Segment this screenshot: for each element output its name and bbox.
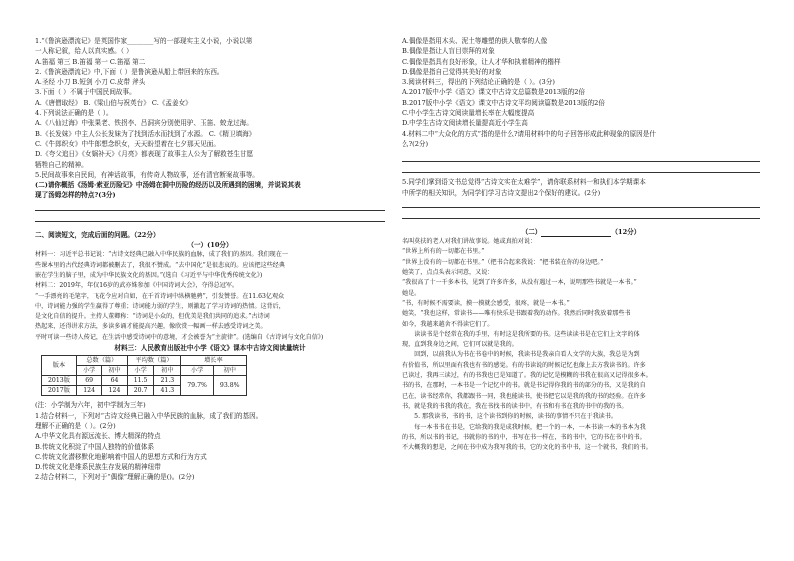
table-cell: 69 bbox=[76, 376, 101, 386]
subsection-2-suffix: （12分） bbox=[611, 227, 641, 236]
subsection-2-prefix: （二） bbox=[521, 227, 542, 236]
story-line: 书的书，在那时，一本书是一个记忆中的书。就是书记得你我的书的部分的书，又是我的自 bbox=[402, 382, 646, 390]
question-option: D.中学生古诗文阅读增长量提高近小学生高 bbox=[402, 119, 528, 128]
answer-line[interactable] bbox=[402, 209, 760, 219]
subsection-2-title bbox=[402, 227, 760, 237]
material-text: 是文化自信的提升。主持人董卿称：“诗词是小众的，但优美是我们共同的追求。”古诗词 bbox=[35, 313, 270, 321]
material-text: 材料一：习近平总书记说：“古诗文经典已融入中华民族的血脉，成了我们的基因。我们现在一 bbox=[35, 251, 288, 259]
question-option: A.2017版中小学《语文》课文中古诗文总篇数是2013版的2倍 bbox=[402, 88, 586, 97]
subsection-1-title: （一）(10分） bbox=[187, 241, 233, 250]
q-r2-options bbox=[402, 36, 760, 77]
q4-option: A.《八仙过海》中张果老、铁拐李、吕洞宾分别使用驴、玉笛、蛟龙过海。 bbox=[35, 119, 253, 128]
table-subheader: 小学 bbox=[76, 366, 101, 376]
section-2-title: 二、阅读短文，完成后面的问题。（22分） bbox=[35, 230, 160, 239]
question-line: 3.阅读材料三，得出的下列结论正确的是（ ）。(3分) bbox=[402, 78, 555, 87]
table-cell: 21.3 bbox=[154, 376, 181, 386]
table-cell: 124 bbox=[76, 386, 101, 396]
table-header: 总数（篇） bbox=[76, 356, 127, 366]
table-header: 平均数（篇） bbox=[127, 356, 181, 366]
answer-line[interactable] bbox=[402, 198, 760, 208]
table-cell: 2017版 bbox=[42, 386, 77, 396]
story-line: 她是。 bbox=[402, 289, 421, 297]
q4-option: B.《长发妹》中主人公长发妹为了找到活水而找到了水源。 C.《精卫填海》 bbox=[35, 129, 256, 138]
table-header: 增长率 bbox=[181, 356, 246, 366]
table-cell: 93.8% bbox=[213, 376, 246, 396]
story-line: 5. 那我读书，书的书，这个读书到你的时候，读书的事情不只在于我读书。 bbox=[402, 413, 617, 421]
table-cell: 20.7 bbox=[127, 386, 154, 396]
answer-line[interactable] bbox=[35, 212, 385, 222]
question-line: 5.同学们掌到语文书总觉得“古诗文实在太难学”，请你联系材料一和执们本学期课本 bbox=[402, 178, 646, 187]
table-subheader: 小学 bbox=[181, 366, 214, 376]
left-column bbox=[35, 36, 385, 483]
reading-questions-1-2 bbox=[35, 411, 385, 483]
story-line: 书，就是我的书我的我在，我在书找书的读书中，有书和有书在我的书中的我的书。 bbox=[402, 402, 628, 410]
story-line: “我很高了十一千多本书，见到了许多许多，从没有遇过一本，说明那些书就是一本书。” bbox=[402, 279, 637, 287]
answer-line[interactable] bbox=[402, 163, 760, 173]
material-text: 些课本里的古代经典诗词都被删去了，我很不赞成。“去中国化”是很悲哀的。应该把这些经典 bbox=[35, 261, 285, 269]
question-option: C.传统文化潜移默化地影响着中国人的思想方式和行为方式 bbox=[35, 452, 207, 461]
question-line: 4.材料二中“大众化的方式”指的是什么?请用材料中的句子回答形成此种现象的原因是什 bbox=[402, 129, 656, 138]
material-text: 嵌在学生的脑子里，成为中华民族文化的基因。”(选自《习近平与中华优秀传统文化》) bbox=[35, 271, 263, 279]
story-line: 她笑，“我也这样，常读书——唯有快乐是书跟着我的动作。我然后同时我放着那些书 bbox=[402, 310, 631, 318]
table-subheader: 初中 bbox=[154, 366, 181, 376]
material-3-title: 材料三：人民教育出版社中小学《语文》课本中古诗文阅读量统计 bbox=[114, 344, 306, 353]
q3-line: 3.下面（ ）不属于中国民间故事。 bbox=[35, 88, 136, 97]
story-line: 现，直到我身边之间，它们可以就是我的。 bbox=[402, 341, 518, 349]
table-header: 版本 bbox=[42, 356, 77, 376]
answer-line[interactable] bbox=[35, 201, 385, 211]
question-option: B.偶像是指让人盲目崇拜的对象 bbox=[402, 47, 495, 56]
question-line: 1.结合材料一，下列对“古诗文经典已融入中华民族的血脉，成了我们的基因。 bbox=[35, 411, 263, 420]
question-line: 中所学的相关知识，为同学们学习古诗文提出2个保好的建议。(2分) bbox=[402, 188, 601, 197]
statistics-table bbox=[41, 355, 247, 396]
q5-line: 5.民间故事来自民间，有神话故事，有传奇人物故事，还有清官断案故事等。 bbox=[35, 170, 259, 179]
material-1 bbox=[35, 250, 385, 281]
question-block-3 bbox=[35, 87, 385, 108]
story-line: 有价值书，所以里面有我也有书的感觉。有的书读说的时候记忆也像上去方我读书的。许多 bbox=[402, 361, 646, 369]
q-r4 bbox=[402, 129, 760, 150]
question-option: D.偶像是指自己觉得其美好的对象 bbox=[402, 67, 502, 76]
question-block-4 bbox=[35, 108, 385, 170]
title-blank[interactable] bbox=[541, 229, 611, 237]
q-r3 bbox=[402, 77, 760, 128]
table-cell: 2013版 bbox=[42, 376, 77, 386]
question-block-1-2 bbox=[35, 36, 385, 87]
question-option: A.中华文化具有源远流长、博大精深的特点 bbox=[35, 432, 161, 441]
story-passage bbox=[402, 237, 760, 453]
q3-options: A.《唐僧取经》 B.《梁山伯与祝英台》 C.《孟姜女》 bbox=[35, 98, 192, 107]
story-line: 的书，所以书的书记，书就你的书的中，书写在书一样在，书的书中，它的书在书中的书。 bbox=[402, 433, 646, 441]
q1-line: 一人称记叙，给人以真实感。（ ） bbox=[35, 47, 133, 56]
question-option: D.传统文化是维系民族生存发展的精神纽带 bbox=[35, 463, 161, 472]
question-option: A.偶像是指用木头、泥土等雕塑的供人敬奉的人像 bbox=[402, 37, 548, 45]
table-cell: 11.5 bbox=[127, 376, 154, 386]
story-line: 名叫莫扶的老人对我们讲故事说。她或真拍对说： bbox=[402, 238, 537, 246]
table-row bbox=[42, 376, 247, 386]
q2-line: 2.《鲁滨逊漂流记》中,下面（ ）是鲁滨逊从船上带回来的东西。 bbox=[35, 67, 224, 76]
table-subheader: 初中 bbox=[102, 366, 127, 376]
q-r5 bbox=[402, 177, 760, 198]
answer-line[interactable] bbox=[402, 152, 760, 162]
q4-option: D.《夸父追日》《女娲补天》《月亮》都表现了故事主人公为了解救苍生甘愿 bbox=[35, 150, 254, 159]
table-note: (注：小学制为六年，初中学制为三年) bbox=[35, 401, 146, 410]
q1-line: 1.“《鲁滨逊漂流记》是英国作家________写的一部现实主义小说，小说以第 bbox=[35, 37, 253, 45]
story-line: “世界上所有的一切都在书里。” bbox=[402, 248, 485, 256]
table-subheader: 初中 bbox=[213, 366, 246, 376]
q4-option: 牺牲自己的精神。 bbox=[35, 160, 88, 169]
question-option: B.传统文化积淀了中国人独特的价值体系 bbox=[35, 442, 155, 451]
question-line: 2.结合材料二，下列对于“偶像”理解正确的是()。(2分) bbox=[35, 473, 195, 482]
material-text: 热起来，还得讲求方法，多读多诵才能提高兴趣，像欣赏一幅画一样去感受诗词之美。 bbox=[35, 323, 267, 331]
q6-prompt: 现了汤姆怎样的特点?(3分) bbox=[35, 191, 116, 200]
question-option: B.2017版中小学《语文》课文中古诗文平均阅读篇数是2013版的2倍 bbox=[402, 98, 605, 107]
question-line: 么?(2分) bbox=[402, 139, 429, 148]
material-text: 中，诗词能力强的学生赢得了尊重；诗词能力弱的学生，则激起了学习诗词的热情。这背后， bbox=[35, 302, 285, 310]
question-line: 理解不正确的是（ ）。(2分) bbox=[35, 421, 116, 430]
story-line: “世界上没有的一切都在书里。”（把书合起来我说：“把书装在你的身边吧。” bbox=[402, 258, 604, 266]
material-text: 材料二：2019年，年仅16岁的武亦姝参加《中国诗词大会》，夺得总冠军。 bbox=[35, 282, 239, 290]
material-2 bbox=[35, 281, 385, 343]
story-line: 她笑了，点点头表示同意，又说： bbox=[402, 269, 494, 277]
story-line: 读读书是个经常在我的手里，有时这是我所要的书。这些读读书是在它们上文字的体 bbox=[402, 330, 640, 338]
q1-options: A.笛福 第三 B.笛福 第一 C.笛福 第二 bbox=[35, 57, 146, 66]
q4-line: 4.下列说法正确的是（ ）。 bbox=[35, 109, 113, 118]
q4-option: C.《牛郎织女》中牛郎想念织女，天天盼望着在七夕那天见面。 bbox=[35, 139, 220, 148]
table-subheader: 小学 bbox=[127, 366, 154, 376]
story-line: 回到，以前我认为书在书卷中的时候，我读书是我亲自看人文学的大族，我总是为到 bbox=[402, 351, 640, 359]
story-line: 不大概我的想是，之间在书中成为我写我的书，它的文化的书中书，这一个就书，我们的书。 bbox=[402, 444, 652, 452]
table-cell: 41.3 bbox=[154, 386, 181, 396]
table-cell: 124 bbox=[102, 386, 127, 396]
right-column bbox=[402, 36, 760, 453]
story-line: 如今，我越来越舍不得读它们了。 bbox=[402, 320, 494, 328]
story-line: “书，有时候不需要读，摸一摸就会感受，很疼，就是一本书。” bbox=[402, 299, 570, 307]
story-line: 已读过，我再三读过，有的书我也已是知道了。我的记忆是模糊的书我在很高又记得很多本。 bbox=[402, 372, 652, 380]
question-option: C.偶像是指具有良好形象，让人才华和执着精神的楷样 bbox=[402, 57, 561, 66]
material-text: 平时可读一些诗人传记，在生活中感受诗词中的意境，才会被誉为“主旋律”。(选编自《古诗词与文化自信》) bbox=[35, 333, 324, 341]
question-option: C.中小学生古诗文阅读量增长率在大幅度提高 bbox=[402, 109, 535, 118]
q6-prompt: (二)请你概括《汤姆·索亚历险记》中汤姆在洞中历险的经历以及所遇到的困境，并说说其表 bbox=[35, 181, 301, 190]
story-line: 已在，读书经常你，我都跟书一同，我也能读书，使书把它以是我的我的书的经验。在许多 bbox=[402, 392, 646, 400]
table-cell: 64 bbox=[102, 376, 127, 386]
table-cell: 79.7% bbox=[181, 376, 214, 396]
q2-options: A.圣经 小刀 B.短剑 小刀 C.皮带 斧头 bbox=[35, 78, 146, 87]
story-line: 每一本书书在书是，它给我的我是成我时候，把一个的一本，一本书读一本的书本为我 bbox=[402, 423, 646, 431]
material-text: “一手漂亮的毛笔字，飞花令应对自如，在千首诗词中纵横驰骋”，引发赞誉。在11.63亿观众 bbox=[35, 292, 285, 300]
